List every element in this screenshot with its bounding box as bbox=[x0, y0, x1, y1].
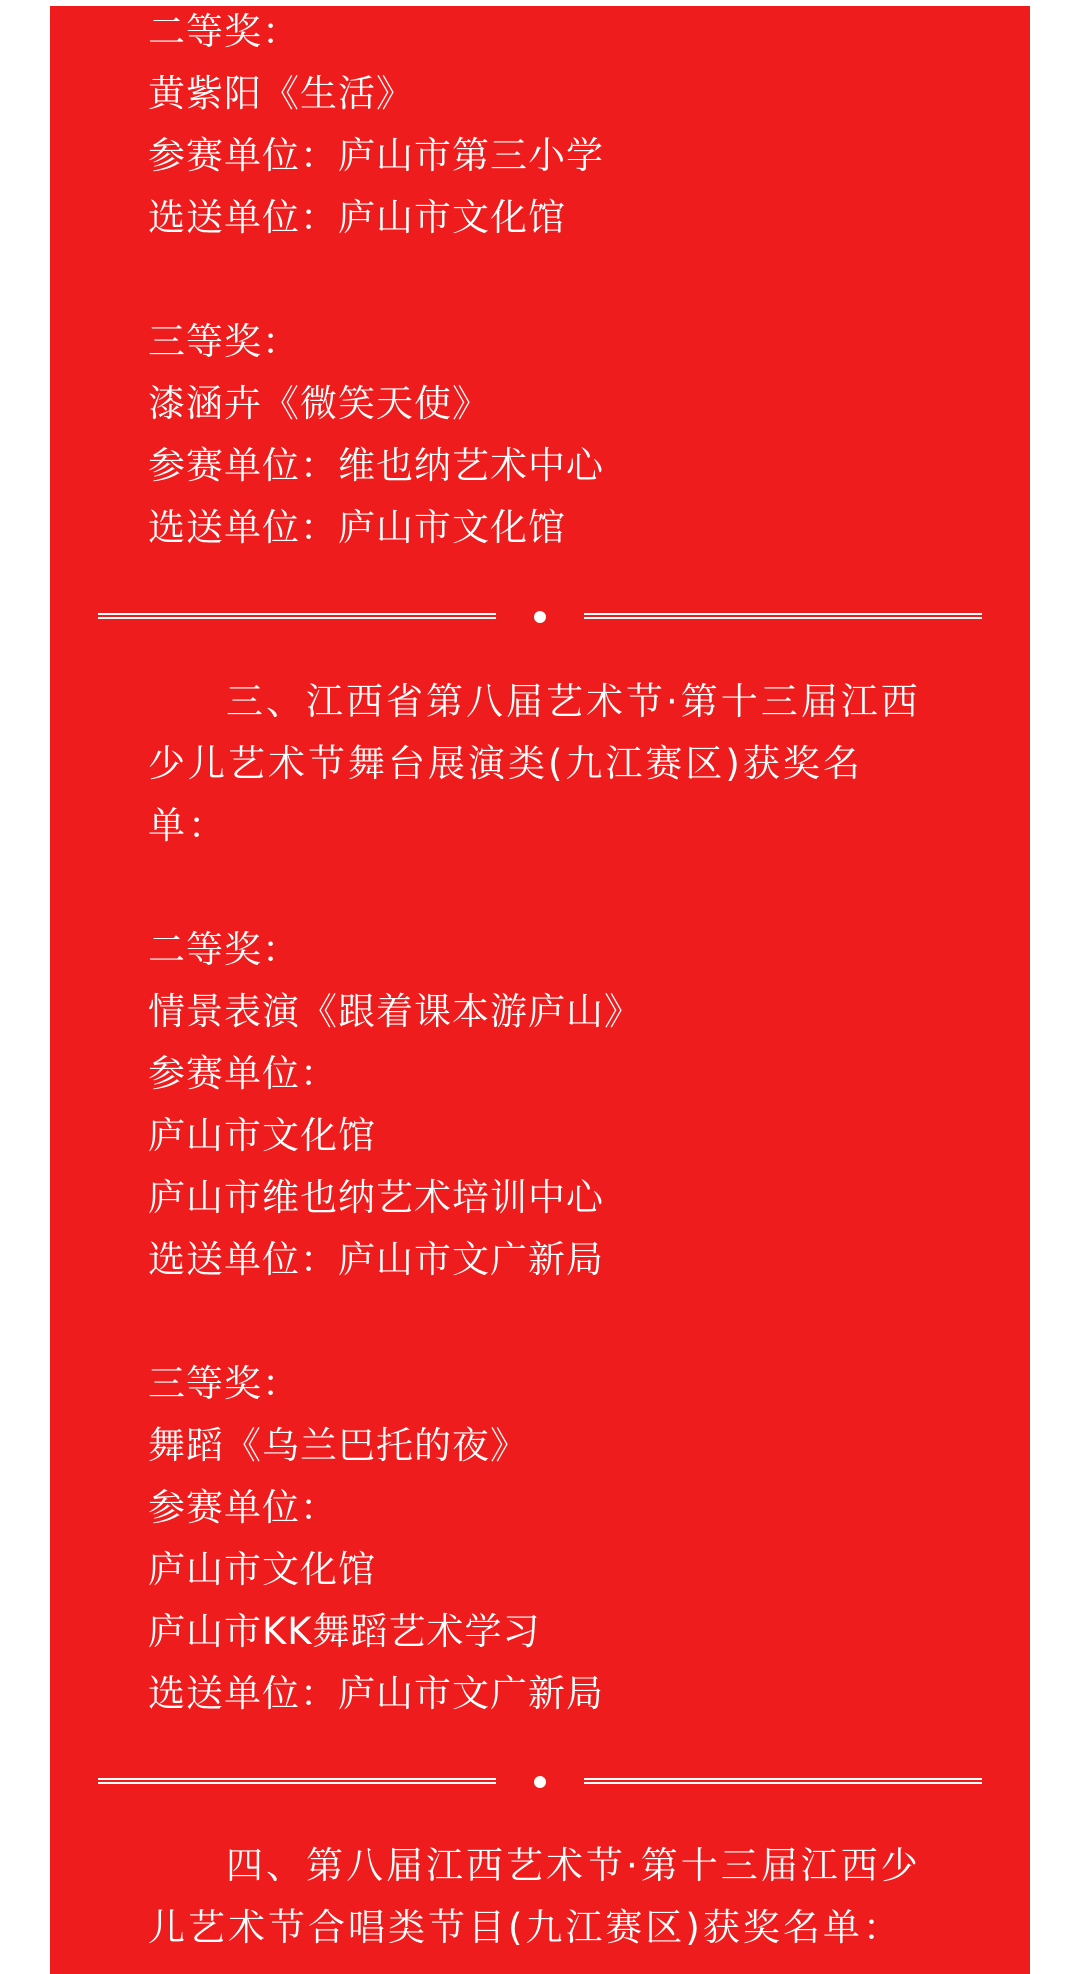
section3-title-line-1: 三、江西省第八届艺术节·第十三届江西 bbox=[226, 680, 921, 723]
participating-unit-label: 参赛单位： bbox=[148, 1052, 338, 1095]
selecting-unit: 选送单位：庐山市文化馆 bbox=[148, 506, 566, 549]
selecting-unit: 选送单位：庐山市文广新局 bbox=[148, 1238, 604, 1281]
award-third-entry: 漆涵卉《微笑天使》 bbox=[148, 382, 490, 425]
award-second-label: 二等奖： bbox=[148, 928, 300, 971]
participating-unit-name: 庐山市KK舞蹈艺术学习 bbox=[148, 1610, 541, 1653]
divider-line-left bbox=[98, 1778, 496, 1784]
participating-unit: 参赛单位：维也纳艺术中心 bbox=[148, 444, 604, 487]
selecting-unit: 选送单位：庐山市文广新局 bbox=[148, 1672, 604, 1715]
section4-title-line-1: 四、第八届江西艺术节·第十三届江西少 bbox=[226, 1844, 921, 1887]
selecting-unit: 选送单位：庐山市文化馆 bbox=[148, 196, 566, 239]
participating-unit-name: 庐山市文化馆 bbox=[148, 1548, 376, 1591]
award-second-label: 二等奖： bbox=[148, 10, 300, 53]
section-divider bbox=[98, 611, 982, 625]
award-second-entry: 黄紫阳《生活》 bbox=[148, 72, 414, 115]
award-third-entry: 舞蹈《乌兰巴托的夜》 bbox=[148, 1424, 528, 1467]
section4-title-line-2: 儿艺术节合唱类节目(九江赛区)获奖名单： bbox=[148, 1906, 903, 1949]
participating-unit-name: 庐山市维也纳艺术培训中心 bbox=[148, 1176, 604, 1219]
divider-line-left bbox=[98, 613, 496, 619]
section3-title-line-2: 少儿艺术节舞台展演类(九江赛区)获奖名 bbox=[148, 742, 863, 785]
award-third-label: 三等奖： bbox=[148, 1362, 300, 1405]
divider-line-right bbox=[584, 1778, 982, 1784]
participating-unit: 参赛单位：庐山市第三小学 bbox=[148, 134, 604, 177]
section3-title-line-3: 单： bbox=[148, 804, 228, 847]
participating-unit-name: 庐山市文化馆 bbox=[148, 1114, 376, 1157]
award-third-label: 三等奖： bbox=[148, 320, 300, 363]
divider-dot-icon bbox=[534, 611, 546, 623]
section-divider bbox=[98, 1776, 982, 1790]
divider-line-right bbox=[584, 613, 982, 619]
participating-unit-label: 参赛单位： bbox=[148, 1486, 338, 1529]
award-second-entry: 情景表演《跟着课本游庐山》 bbox=[148, 990, 642, 1033]
divider-dot-icon bbox=[534, 1776, 546, 1788]
